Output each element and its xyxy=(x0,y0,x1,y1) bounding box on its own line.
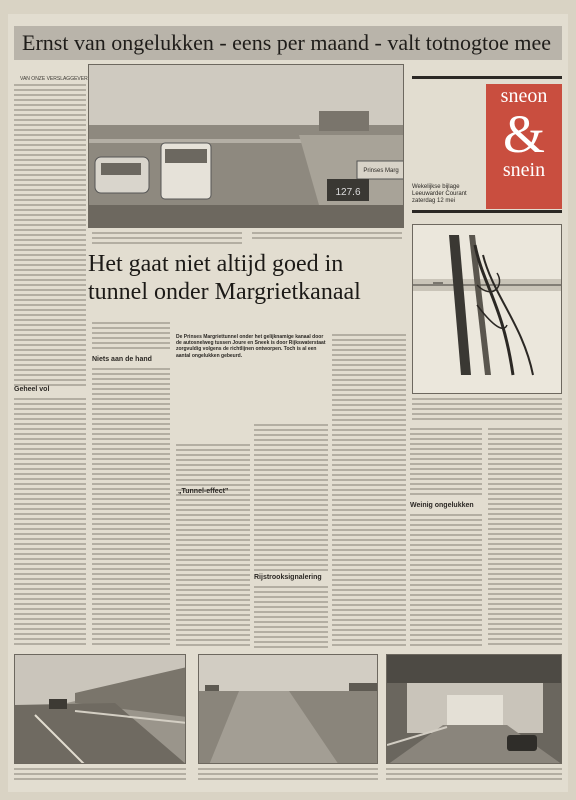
logo-line-2: snein xyxy=(502,159,546,181)
text-column-left-top xyxy=(14,84,86,394)
logo-ampersand: & xyxy=(502,104,545,164)
photo-highway-left xyxy=(14,654,186,764)
photo-caption-top-left xyxy=(92,232,242,246)
subhead-rijstrooksignalering: Rijstrooksignalering xyxy=(254,574,322,581)
text-column-2-top xyxy=(92,322,170,352)
sneon-snein-logo xyxy=(486,84,562,209)
photo-tunnel-entrance xyxy=(88,64,404,228)
road-map-drawing xyxy=(413,225,561,393)
headline-line-1: Het gaat niet altijd goed in xyxy=(88,251,344,277)
subhead-weinig-ongelukken: Weinig ongelukken xyxy=(410,502,474,509)
text-column-left-bottom xyxy=(14,398,86,650)
headline-line-2: tunnel onder Margrietkanaal xyxy=(88,279,361,305)
text-column-6-bottom xyxy=(410,514,482,650)
text-column-6 xyxy=(410,428,482,498)
tunnel-building-sign: Prinses Marg xyxy=(363,168,399,174)
map-caption xyxy=(412,398,562,422)
subhead-geheel-vol: Geheel vol xyxy=(14,386,50,393)
logo-top-rule xyxy=(412,76,562,79)
text-column-3 xyxy=(176,444,250,650)
road-sign-number: 127.6 xyxy=(335,187,361,198)
page-banner: Ernst van ongelukken - eens per maand - valt totnogtoe mee xyxy=(14,26,562,60)
newspaper-page xyxy=(8,14,568,792)
article-headline xyxy=(88,250,408,306)
road-map-diagram xyxy=(412,224,562,394)
photo-tunnel-interior-scene xyxy=(387,655,562,764)
photo-construction-field-scene xyxy=(199,655,378,764)
logo-line-1: sneon xyxy=(500,85,548,107)
article-intro: De Prinses Margriettunnel onder het gelijknamige kanaal door de autosnelweg tussen Joure en Sneek is door Rijkswaterstaat zorgvuldig volgens de richtlijnen ontworpen. Toch is al een aantal ongelukken gebeurd. xyxy=(176,334,326,359)
photo-tunnel-interior xyxy=(386,654,562,764)
text-column-7 xyxy=(488,428,562,650)
text-column-5 xyxy=(332,334,406,650)
logo-note: Wekelijkse bijlage Leeuwarder Courant zaterdag 12 mei xyxy=(412,184,467,204)
photo-caption-bottom-left xyxy=(14,768,186,786)
logo-bottom-rule xyxy=(412,210,562,213)
byline: VAN ONZE VERSLAGGEVER xyxy=(20,76,88,82)
photo-caption-bottom-right xyxy=(386,768,562,786)
text-column-4 xyxy=(254,424,328,574)
photo-caption-top-right xyxy=(252,232,402,246)
text-column-4-bottom xyxy=(254,586,328,650)
photo-construction-field xyxy=(198,654,378,764)
subhead-niets-aan-de-hand: Niets aan de hand xyxy=(92,356,152,363)
subhead-tunnel-effect: „Tunnel-effect” xyxy=(178,488,229,495)
photo-tunnel-entrance-scene xyxy=(89,65,404,228)
photo-highway-left-scene xyxy=(15,655,186,764)
text-column-2 xyxy=(92,368,170,650)
photo-caption-bottom-middle xyxy=(198,768,378,786)
